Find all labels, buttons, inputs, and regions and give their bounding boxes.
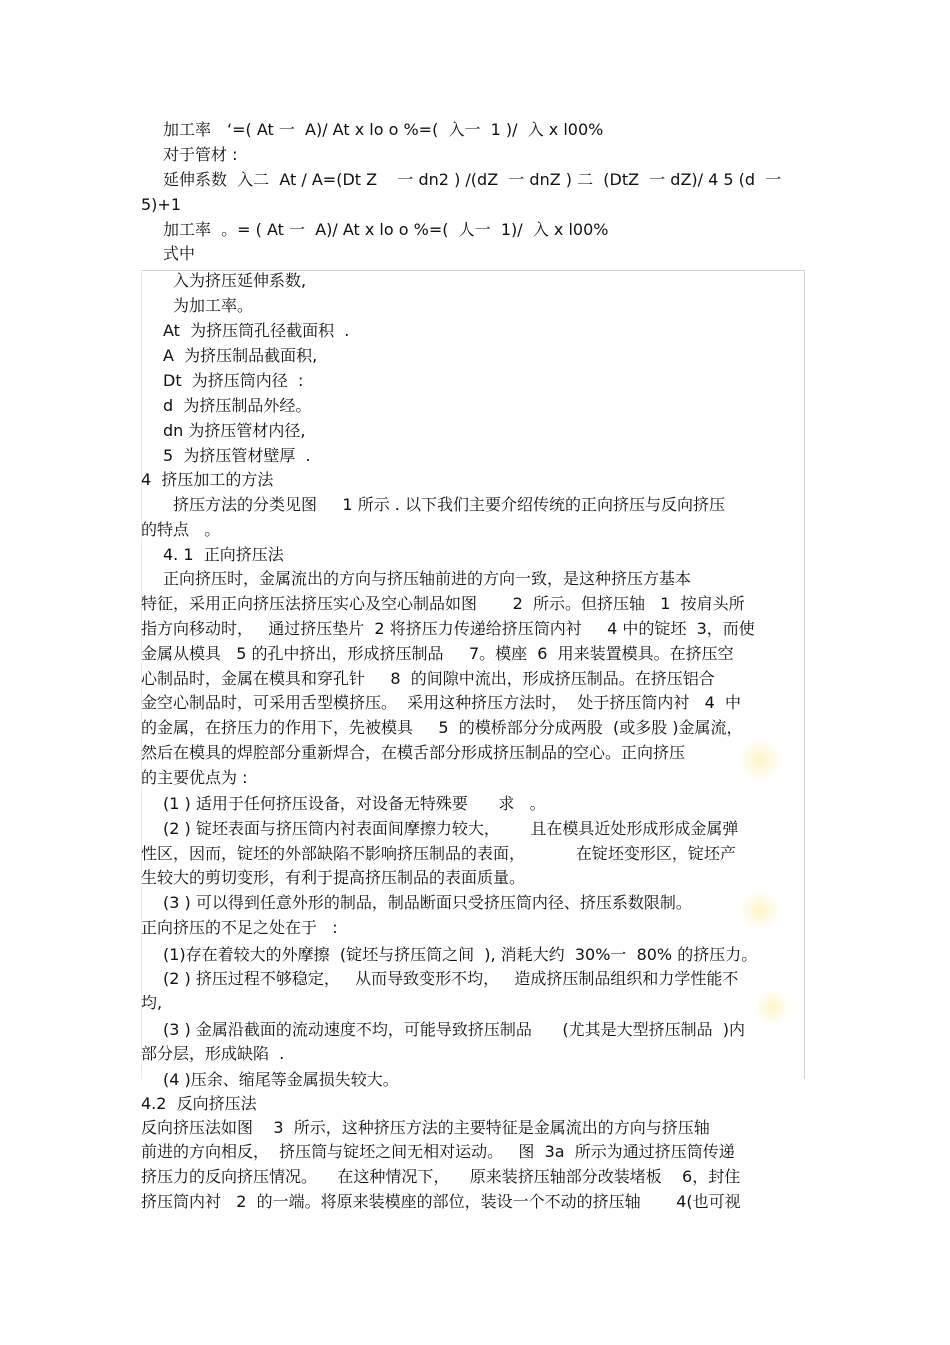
definition-line: 5 为挤压管材壁厚 .	[163, 446, 311, 465]
list-item: (1)存在着较大的外摩擦 (锭坯与挤压筒之间 ), 消耗大约 30%一 80% 的挤压力。	[163, 945, 758, 964]
list-item: (3 ) 金属沿截面的流动速度不均，可能导致挤压制品 (尤其是大型挤压制品 )内	[163, 1020, 746, 1039]
paragraph-line: 心制品时，金属在模具和穿孔针 8 的间隙中流出，形成挤压制品。在挤压铝合	[141, 669, 715, 688]
list-item-continuation: 部分层，形成缺陷 .	[141, 1044, 285, 1063]
formula-line: 5)+1	[141, 195, 182, 214]
definition-line: At 为挤压筒孔径截面积 .	[163, 321, 350, 340]
paragraph-line: 的特点 。	[141, 520, 221, 539]
paragraph-line: 正向挤压时，金属流出的方向与挤压轴前进的方向一致，是这种挤压方基本	[163, 569, 692, 588]
subsection-heading: 4. 1 正向挤压法	[163, 545, 284, 564]
paragraph-line: 挤压方法的分类见图 1 所示 . 以下我们主要介绍传统的正向挤压与反向挤压	[173, 495, 725, 514]
paragraph-line: 的主要优点为 :	[141, 768, 248, 787]
definition-line: 入为挤压延伸系数,	[173, 271, 307, 290]
paragraph-line: 金属从模具 5 的孔中挤出，形成挤压制品 7。模座 6 用来装置模具。在挤压空	[141, 644, 734, 663]
text-line: 式中	[163, 244, 196, 263]
text-line: 对于管材 :	[163, 145, 238, 164]
section-heading: 4 挤压加工的方法	[141, 470, 274, 489]
paragraph-line: 金空心制品时，可采用舌型模挤压。 采用这种挤压方法时， 处于挤压筒内衬 4 中	[141, 693, 741, 712]
definition-line: 为加工率。	[173, 296, 254, 315]
list-item-continuation: 性区，因而，锭坯的外部缺陷不影响挤压制品的表面， 在锭坯变形区，锭坯产	[141, 844, 736, 863]
paragraph-line: 反向挤压法如图 3 所示，这种挤压方法的主要特征是金属流出的方向与挤压轴	[141, 1118, 710, 1137]
formula-line: 延伸系数 入二 At / A=(Dt Z 一 dn2 ) /(dZ 一 dnZ ) 二 (DtZ 一 dZ)/ 4 5 (d 一	[163, 170, 782, 189]
paragraph-line: 正向挤压的不足之处在于 :	[141, 918, 338, 937]
list-item: (1 ) 适用于任何挤压设备，对设备无特殊要 求 。	[163, 794, 546, 813]
formula-line: 加工率 ‘=( At 一 A)/ At x lo o %=( 入一 1 )/ 入 x l00%	[163, 120, 604, 139]
watermark-glow	[740, 890, 780, 930]
definition-line: d 为挤压制品外经。	[163, 396, 312, 415]
paragraph-line: 指方向移动时， 通过挤压垫片 2 将挤压力传递给挤压筒内衬 4 中的锭坯 3，而使	[141, 619, 755, 638]
watermark-glow	[735, 740, 785, 780]
paragraph-line: 挤压筒内衬 2 的一端。将原来装模座的部位，装设一个不动的挤压轴 4(也可视	[141, 1192, 741, 1211]
list-item: (3 ) 可以得到任意外形的制品，制品断面只受挤压筒内径、挤压系数限制。	[163, 893, 692, 912]
definition-line: dn 为挤压管材内径,	[163, 421, 306, 440]
definition-line: Dt 为挤压筒内径 :	[163, 371, 304, 390]
list-item: (2 ) 锭坯表面与挤压筒内衬表面间摩擦力较大， 且在模具近处形成形成金属弹	[163, 819, 739, 838]
paragraph-line: 的金属，在挤压力的作用下，先被模具 5 的模桥部分分成两股 (或多股 )金属流，	[141, 718, 743, 737]
definition-line: A 为挤压制品截面积,	[163, 346, 318, 365]
subsection-heading: 4.2 反向挤压法	[141, 1094, 257, 1113]
paragraph-line: 然后在模具的焊腔部分重新焊合，在模舌部分形成挤压制品的空心。正向挤压	[141, 743, 686, 762]
paragraph-line: 挤压力的反向挤压情况。 在这种情况下， 原来装挤压轴部分改装堵板 6，封住	[141, 1167, 741, 1186]
list-item-continuation: 生较大的剪切变形，有利于提高挤压制品的表面质量。	[141, 868, 526, 887]
list-item-continuation: 均,	[141, 993, 163, 1012]
formula-line: 加工率 。= ( At 一 A)/ At x lo o %=( 人一 1)/ 入 x l00%	[163, 220, 609, 239]
watermark-glow	[755, 990, 790, 1025]
list-item: (2 ) 挤压过程不够稳定， 从而导致变形不均， 造成挤压制品组织和力学性能不	[163, 969, 739, 988]
paragraph-line: 前进的方向相反， 挤压筒与锭坯之间无相对运动。 图 3a 所示为通过挤压筒传递	[141, 1142, 735, 1161]
list-item: (4 )压余、缩尾等金属损失较大。	[163, 1070, 399, 1089]
paragraph-line: 特征，采用正向挤压法挤压实心及空心制品如图 2 所示。但挤压轴 1 按肩头所	[141, 594, 745, 613]
